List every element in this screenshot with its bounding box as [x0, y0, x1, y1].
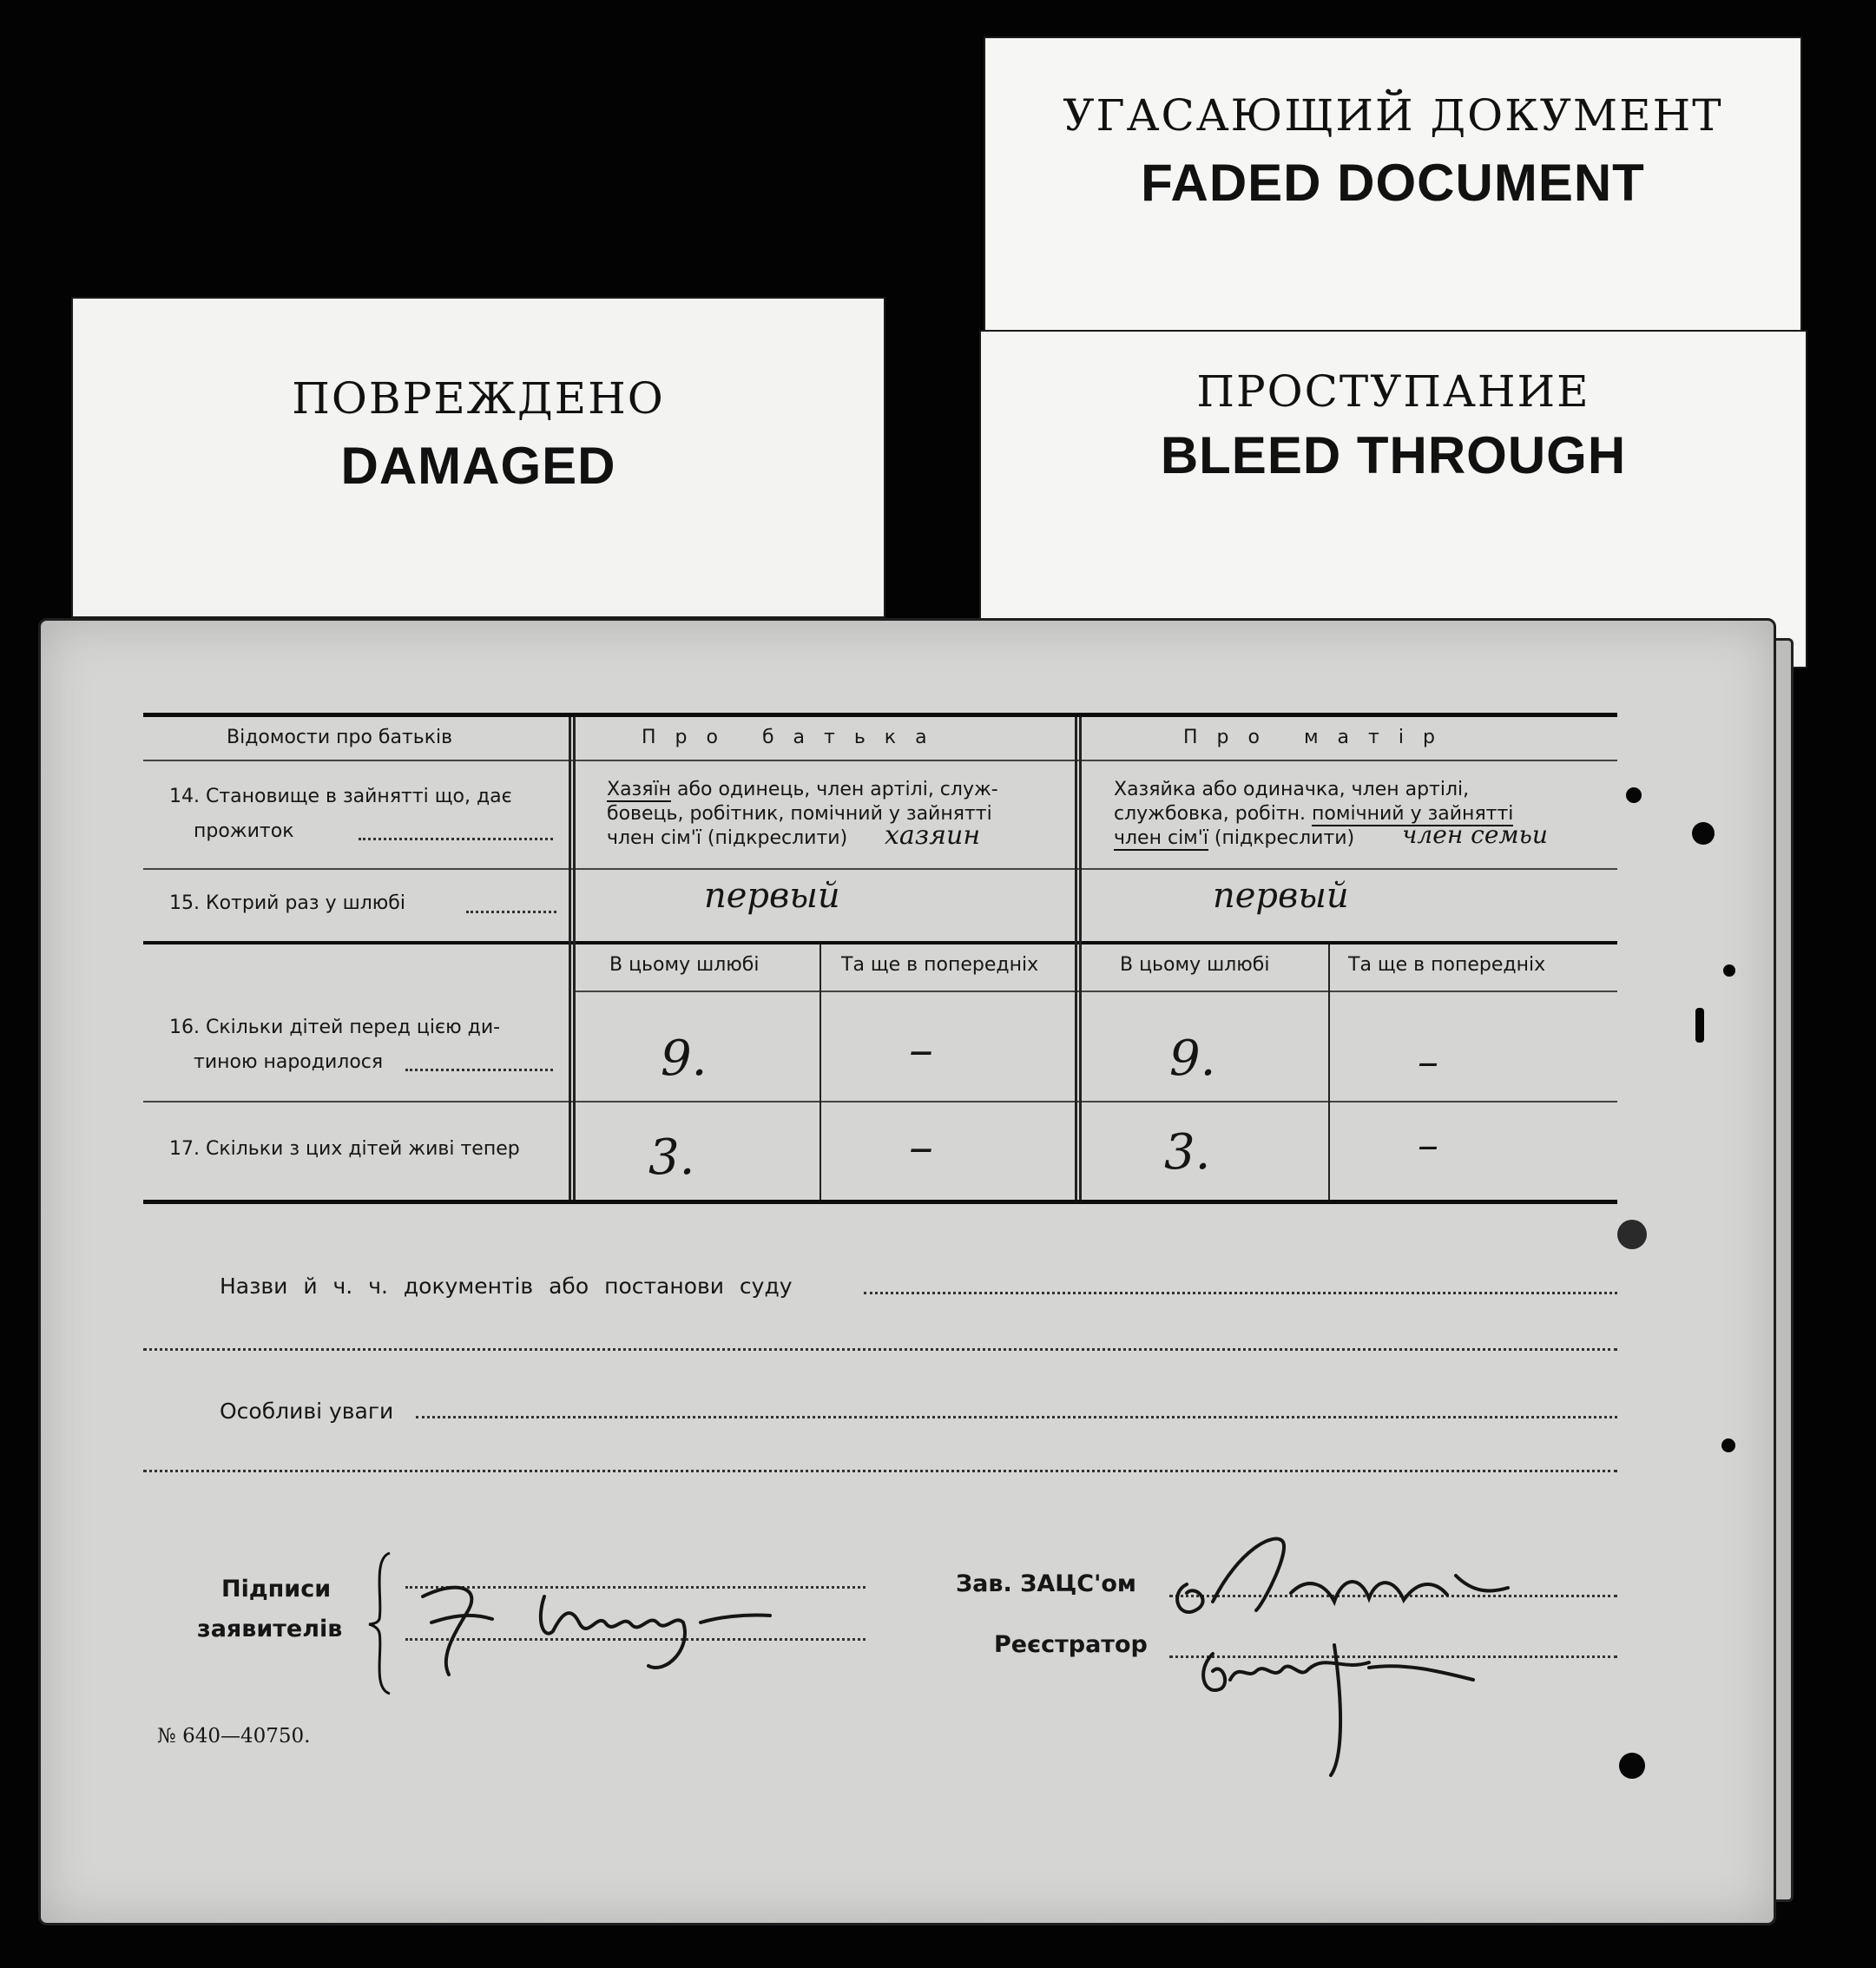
applicant-signature: [405, 1562, 805, 1692]
documents-line-1: [864, 1292, 1617, 1294]
row14-mother-line1: Хазяйка або одиначка, член артілі,: [1114, 779, 1470, 800]
row14-father-handwritten: хазяин: [885, 820, 981, 851]
row15-bottom-rule: [143, 941, 1617, 945]
registrar-label: Реєстратор: [994, 1631, 1148, 1658]
header-about-father: Про батька: [642, 727, 946, 748]
header-parents-info: Відомости про батьків: [227, 727, 453, 748]
header-bottom-rule: [143, 760, 1617, 761]
row17-father-this-marriage: 3.: [648, 1129, 695, 1186]
row15-father-handwritten: первый: [704, 876, 840, 916]
damaged-card-russian-text: ПОВРЕЖДЕНО: [292, 373, 665, 424]
margin-hole-7: [1619, 1753, 1645, 1779]
row14-father-line1: [607, 779, 998, 800]
col-divider-2b: [1079, 717, 1082, 1200]
subheader-mother-previous: Та ще в попередніх: [1348, 954, 1546, 976]
row16-mother-this-marriage: 9.: [1169, 1030, 1216, 1087]
zags-signature: [1161, 1497, 1560, 1793]
col-divider-mother-sub: [1328, 945, 1330, 1200]
margin-hole-1: [1626, 787, 1642, 803]
signatures-brace-icon: [364, 1550, 398, 1697]
row14-bottom-rule: [143, 868, 1617, 870]
faded-document-card: [984, 36, 1802, 347]
subheader-father-this-marriage: В цьому шлюбі: [609, 954, 760, 976]
row15-label: 15. Котрий раз у шлюбі: [169, 892, 405, 914]
table-bottom-rule: [143, 1200, 1617, 1204]
row14-father-line3: член сім'ї (підкреслити): [607, 827, 848, 849]
notes-line-1: [416, 1416, 1617, 1418]
row14-mother-line2-a: службовка, робітн.: [1114, 803, 1313, 825]
table-top-rule: [143, 713, 1617, 717]
row14-mother-line3-underlined: член сім'ї: [1114, 827, 1208, 849]
col-divider-2: [1075, 717, 1077, 1200]
documents-label: Назви й ч. ч. документів або постанови суду: [220, 1274, 793, 1299]
margin-hole-5: [1617, 1220, 1647, 1249]
row15-leader-dots: [466, 911, 556, 913]
signatures-label-1: Підписи: [221, 1576, 332, 1603]
row14-mother-line2-underlined: помічний у зайнятті: [1312, 803, 1514, 825]
subheader-bottom-rule: [576, 991, 1617, 992]
row15-mother-handwritten: первый: [1213, 876, 1349, 916]
row14-label-line2: прожиток: [194, 820, 294, 842]
margin-hole-4: [1695, 1008, 1704, 1043]
bleed-card-russian-text: ПРОСТУПАНИЕ: [1196, 366, 1590, 417]
bleed-card-english-text: BLEED THROUGH: [1160, 426, 1627, 484]
row17-father-previous: –: [909, 1119, 933, 1175]
row16-father-previous: –: [909, 1022, 933, 1078]
row14-mother-line3: [1114, 827, 1354, 849]
margin-hole-3: [1723, 964, 1735, 977]
row16-label-line1: 16. Скільки дітей перед цією ди-: [169, 1017, 501, 1038]
notes-label: Особливі уваги: [220, 1399, 394, 1424]
notes-line-2: [143, 1470, 1617, 1472]
row14-father-line1-rest: або одинець, член артілі, служ-: [670, 779, 998, 800]
damaged-card: [71, 297, 885, 618]
row16-label-line2: тиною народилося: [194, 1051, 384, 1073]
row14-leader-dots: [359, 838, 553, 840]
row14-label-line1: 14. Становище в зайнятті що, дає: [169, 786, 512, 807]
zags-head-label: Зав. ЗАЦС'ом: [956, 1570, 1136, 1597]
col-divider-father-sub: [820, 945, 821, 1200]
documents-line-2: [143, 1348, 1617, 1351]
row17-mother-previous: –: [1418, 1121, 1438, 1169]
header-about-mother: Про матір: [1183, 727, 1454, 748]
subheader-father-previous: Та ще в попередніх: [841, 954, 1039, 976]
row14-father-line2: бовець, робітник, помічний у зайнятті: [607, 803, 992, 825]
row16-leader-dots: [405, 1069, 553, 1071]
row17-label: 17. Скільки з цих дітей живі тепер: [169, 1138, 520, 1160]
row16-father-this-marriage: 9.: [661, 1030, 708, 1087]
row16-mother-previous: –: [1418, 1037, 1438, 1086]
row14-mother-handwritten: член семьи: [1402, 820, 1548, 849]
form-number: № 640—40750.: [157, 1725, 311, 1748]
signatures-label-2: заявителів: [197, 1616, 343, 1642]
margin-hole-6: [1721, 1438, 1735, 1452]
col-divider-1b: [573, 717, 576, 1200]
subheader-mother-this-marriage: В цьому шлюбі: [1120, 954, 1270, 976]
row17-mother-this-marriage: 3.: [1164, 1124, 1211, 1181]
row14-mother-line3-b: (підкреслити): [1208, 827, 1355, 849]
row16-bottom-rule: [143, 1101, 1617, 1102]
damaged-card-english-text: DAMAGED: [340, 437, 616, 495]
margin-hole-2: [1692, 822, 1715, 845]
faded-card-russian-text: УГАСАЮЩИЙ ДОКУМЕНТ: [1063, 90, 1723, 141]
col-divider-1: [569, 717, 571, 1200]
record-sheet: [38, 618, 1776, 1925]
row14-father-underlined-word: Хазяїн: [607, 779, 671, 800]
faded-card-english-text: FADED DOCUMENT: [1141, 154, 1645, 212]
